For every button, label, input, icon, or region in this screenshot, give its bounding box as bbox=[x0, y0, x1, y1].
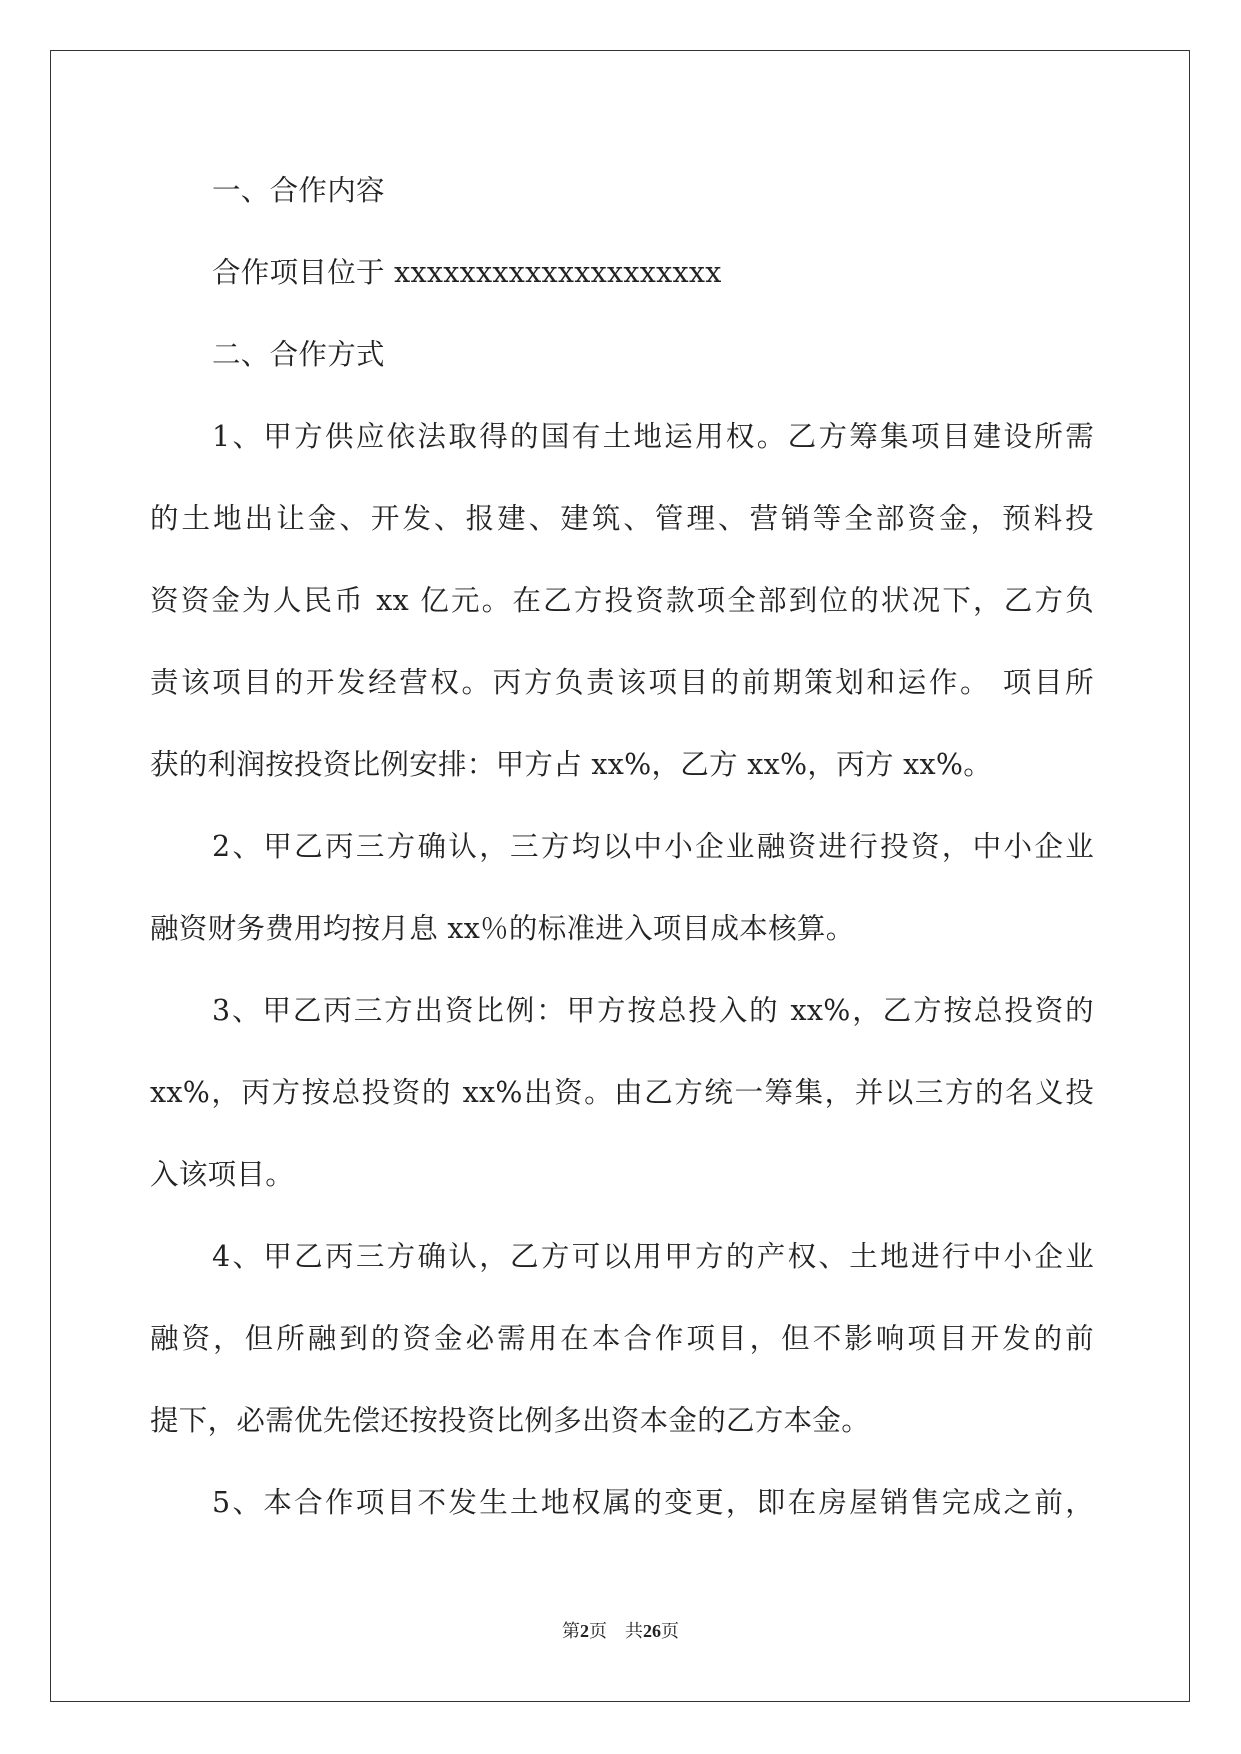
text-line: 5、本合作项目不发生土地权属的变更，即在房屋销售完成之前， bbox=[212, 1486, 1094, 1519]
text-line: 合作项目位于 xxxxxxxxxxxxxxxxxxxx bbox=[212, 256, 722, 289]
text-line: 资资金为人民币 xx 亿元。在乙方投资款项全部到位的状况下，乙方负 bbox=[150, 584, 1094, 617]
total-page-count: 26 bbox=[643, 1621, 661, 1641]
text-line: 融资，但所融到的资金必需用在本合作项目，但不影响项目开发的前 bbox=[150, 1322, 1094, 1355]
current-page-number: 2 bbox=[580, 1621, 589, 1641]
text-line: 获的利润按投资比例安排：甲方占 xx%，乙方 xx%，丙方 xx%。 bbox=[150, 748, 993, 781]
text-line: 2、甲乙丙三方确认，三方均以中小企业融资进行投资，中小企业 bbox=[212, 830, 1094, 863]
text-line: 3、甲乙丙三方出资比例：甲方按总投入的 xx%，乙方按总投资的 bbox=[212, 994, 1094, 1027]
text-line: xx%，丙方按总投资的 xx%出资。由乙方统一筹集，并以三方的名义投 bbox=[150, 1076, 1094, 1109]
page-label-suffix: 页 bbox=[589, 1621, 607, 1641]
document-body bbox=[150, 155, 1094, 1549]
text-line: 1、甲方供应依法取得的国有土地运用权。乙方筹集项目建设所需 bbox=[212, 420, 1094, 453]
text-line: 入该项目。 bbox=[150, 1158, 295, 1191]
page-footer bbox=[0, 1617, 1241, 1643]
total-label-suffix: 页 bbox=[661, 1621, 679, 1641]
text-line: 一、合作内容 bbox=[212, 174, 385, 207]
text-line: 提下，必需优先偿还按投资比例多出资本金的乙方本金。 bbox=[150, 1404, 871, 1437]
page-label-prefix: 第 bbox=[562, 1621, 580, 1641]
text-line: 4、甲乙丙三方确认，乙方可以用甲方的产权、土地进行中小企业 bbox=[212, 1240, 1094, 1273]
text-line: 的土地出让金、开发、报建、建筑、管理、营销等全部资金，预料投 bbox=[150, 502, 1094, 535]
text-line: 责该项目的开发经营权。丙方负责该项目的前期策划和运作。 项目所 bbox=[150, 666, 1094, 699]
text-line: 二、合作方式 bbox=[212, 338, 385, 371]
text-line: 融资财务费用均按月息 xx％的标准进入项目成本核算。 bbox=[150, 912, 855, 945]
total-label-prefix: 共 bbox=[625, 1621, 643, 1641]
